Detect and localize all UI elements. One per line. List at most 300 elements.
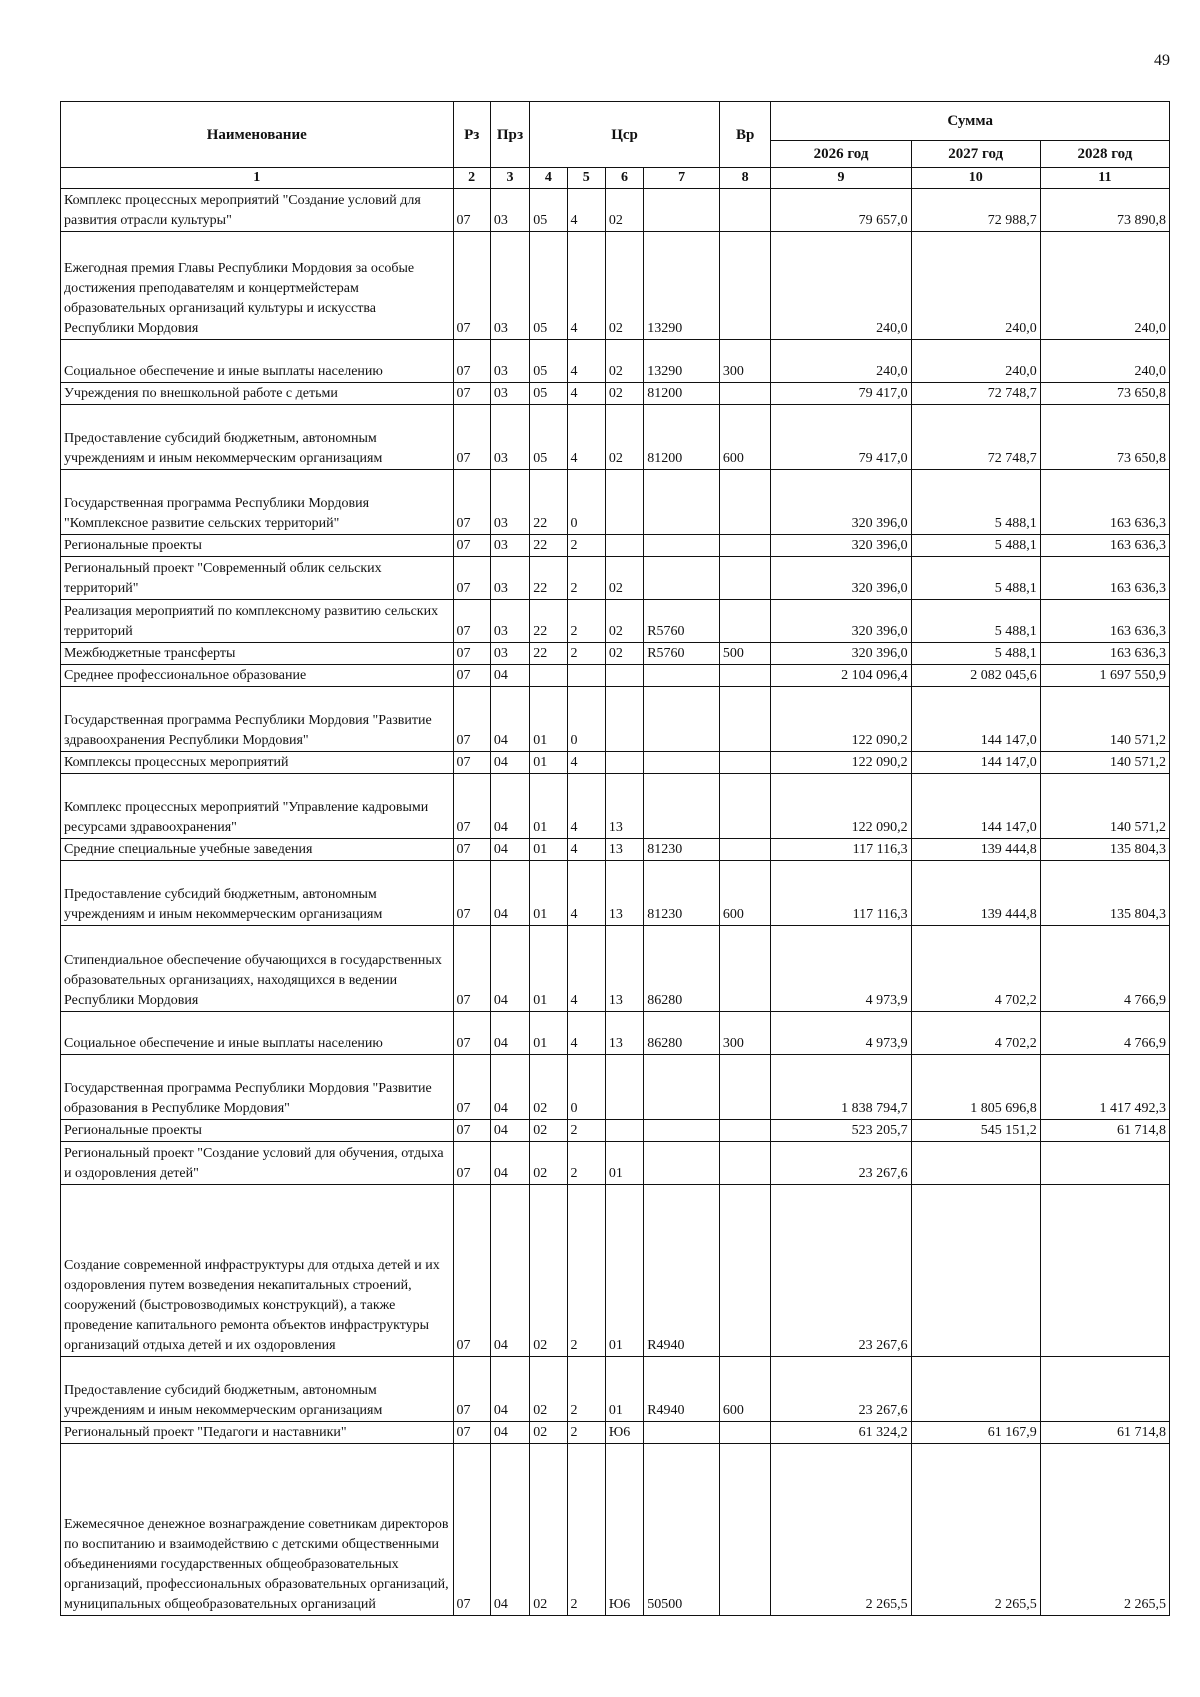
row-sum-2027: 5 488,1 [911,535,1040,557]
row-csr-7 [644,1120,720,1142]
row-sum-2026: 122 090,2 [771,774,911,839]
row-prz: 04 [490,1185,529,1357]
row-sum-2027: 240,0 [911,232,1040,340]
header-year-2028: 2028 год [1040,141,1169,168]
row-sum-2028 [1040,1357,1169,1422]
row-sum-2027: 144 147,0 [911,752,1040,774]
row-name: Региональные проекты [61,1120,454,1142]
row-sum-2026: 320 396,0 [771,600,911,643]
row-vr [719,687,770,752]
row-rz: 07 [453,1444,490,1616]
table-row [61,752,1170,774]
row-csr-5: 4 [567,839,605,861]
row-prz: 03 [490,557,529,600]
row-csr-6: 02 [605,232,643,340]
column-number: 6 [605,168,643,189]
row-sum-2027 [911,1357,1040,1422]
row-sum-2026: 4 973,9 [771,1012,911,1055]
row-csr-7: 81230 [644,861,720,926]
row-sum-2026: 240,0 [771,232,911,340]
row-name: Государственная программа Республики Мордовия "Развитие здравоохранения Республики Мордовия" [61,687,454,752]
row-name: Региональные проекты [61,535,454,557]
row-sum-2028: 163 636,3 [1040,643,1169,665]
row-csr-6: 01 [605,1185,643,1357]
row-sum-2028: 73 650,8 [1040,383,1169,405]
row-sum-2026: 79 417,0 [771,405,911,470]
row-sum-2028: 73 650,8 [1040,405,1169,470]
row-rz: 07 [453,839,490,861]
row-rz: 07 [453,405,490,470]
row-sum-2028: 140 571,2 [1040,687,1169,752]
row-csr-4: 05 [530,405,567,470]
row-csr-5 [567,665,605,687]
row-rz: 07 [453,1142,490,1185]
row-csr-4: 05 [530,340,567,383]
table-row [61,1357,1170,1422]
row-rz: 07 [453,926,490,1012]
header-name: Наименование [61,102,454,168]
row-csr-4: 01 [530,752,567,774]
row-sum-2026: 320 396,0 [771,643,911,665]
row-prz: 03 [490,340,529,383]
row-csr-5: 2 [567,1444,605,1616]
row-sum-2027: 5 488,1 [911,643,1040,665]
row-rz: 07 [453,687,490,752]
row-sum-2028: 1 417 492,3 [1040,1055,1169,1120]
table-row [61,643,1170,665]
table-row [61,665,1170,687]
row-sum-2028: 240,0 [1040,340,1169,383]
row-vr [719,232,770,340]
row-csr-6: 02 [605,600,643,643]
row-prz: 04 [490,1055,529,1120]
row-name: Региональный проект "Создание условий для обучения, отдыха и оздоровления детей" [61,1142,454,1185]
row-vr [719,1185,770,1357]
row-csr-6: 02 [605,340,643,383]
row-rz: 07 [453,383,490,405]
row-csr-4: 22 [530,600,567,643]
row-csr-7: R4940 [644,1357,720,1422]
row-csr-7: 13290 [644,340,720,383]
row-sum-2028: 61 714,8 [1040,1422,1169,1444]
row-sum-2026: 117 116,3 [771,839,911,861]
row-name: Средние специальные учебные заведения [61,839,454,861]
row-csr-5: 4 [567,383,605,405]
row-sum-2028: 140 571,2 [1040,752,1169,774]
row-sum-2028: 4 766,9 [1040,926,1169,1012]
row-sum-2026: 61 324,2 [771,1422,911,1444]
row-name: Ежегодная премия Главы Республики Мордовия за особые достижения преподавателям и концертмейстерам образовательных организаций культуры и искусства Республики Мордовия [61,232,454,340]
row-name: Предоставление субсидий бюджетным, автономным учреждениям и иным некоммерческим организациям [61,405,454,470]
row-csr-6: 01 [605,1142,643,1185]
row-name: Комплекс процессных мероприятий "Управление кадровыми ресурсами здравоохранения" [61,774,454,839]
row-sum-2027: 72 748,7 [911,405,1040,470]
row-name: Комплексы процессных мероприятий [61,752,454,774]
row-sum-2027: 2 265,5 [911,1444,1040,1616]
row-csr-6: 02 [605,383,643,405]
row-csr-6: Ю6 [605,1444,643,1616]
row-csr-6 [605,1055,643,1120]
row-sum-2028: 135 804,3 [1040,861,1169,926]
row-csr-5: 4 [567,861,605,926]
row-rz: 07 [453,643,490,665]
table-row [61,405,1170,470]
row-sum-2028: 135 804,3 [1040,839,1169,861]
row-csr-5: 2 [567,1422,605,1444]
row-name: Предоставление субсидий бюджетным, автономным учреждениям и иным некоммерческим организациям [61,861,454,926]
column-number: 4 [530,168,567,189]
row-prz: 03 [490,232,529,340]
row-sum-2028: 140 571,2 [1040,774,1169,839]
row-sum-2026: 2 265,5 [771,1444,911,1616]
row-name: Среднее профессиональное образование [61,665,454,687]
row-csr-4: 02 [530,1055,567,1120]
row-rz: 07 [453,1055,490,1120]
row-name: Социальное обеспечение и иные выплаты населению [61,340,454,383]
row-csr-4 [530,665,567,687]
row-sum-2027: 2 082 045,6 [911,665,1040,687]
row-sum-2027: 61 167,9 [911,1422,1040,1444]
row-sum-2026: 23 267,6 [771,1357,911,1422]
row-csr-5: 0 [567,1055,605,1120]
row-sum-2028: 163 636,3 [1040,600,1169,643]
row-sum-2026: 117 116,3 [771,861,911,926]
row-csr-6: 13 [605,861,643,926]
row-csr-4: 01 [530,774,567,839]
header-year-2026: 2026 год [771,141,911,168]
table-row [61,470,1170,535]
row-sum-2026: 23 267,6 [771,1142,911,1185]
row-csr-4: 01 [530,861,567,926]
row-csr-5: 2 [567,557,605,600]
row-csr-6 [605,687,643,752]
column-number: 2 [453,168,490,189]
table-row [61,1120,1170,1142]
row-sum-2026: 79 657,0 [771,189,911,232]
row-sum-2028: 240,0 [1040,232,1169,340]
row-name: Региональный проект "Педагоги и наставники" [61,1422,454,1444]
row-sum-2027: 5 488,1 [911,557,1040,600]
row-sum-2028: 163 636,3 [1040,470,1169,535]
column-number: 11 [1040,168,1169,189]
row-csr-4: 02 [530,1120,567,1142]
row-sum-2027: 72 988,7 [911,189,1040,232]
table-row [61,1185,1170,1357]
row-prz: 04 [490,1142,529,1185]
row-rz: 07 [453,535,490,557]
row-csr-5: 4 [567,926,605,1012]
row-csr-7 [644,774,720,839]
row-vr [719,600,770,643]
row-csr-7: 50500 [644,1444,720,1616]
row-prz: 03 [490,383,529,405]
row-csr-5: 4 [567,1012,605,1055]
row-csr-6: 13 [605,839,643,861]
column-number: 8 [719,168,770,189]
row-vr [719,774,770,839]
row-sum-2026: 320 396,0 [771,557,911,600]
row-vr [719,1444,770,1616]
table-row [61,600,1170,643]
row-csr-7: R5760 [644,643,720,665]
column-number: 1 [61,168,454,189]
row-sum-2028: 61 714,8 [1040,1120,1169,1142]
row-name: Социальное обеспечение и иные выплаты населению [61,1012,454,1055]
row-prz: 03 [490,470,529,535]
row-sum-2028 [1040,1142,1169,1185]
table-row [61,839,1170,861]
row-csr-6: 02 [605,557,643,600]
row-csr-4: 22 [530,557,567,600]
row-csr-5: 2 [567,1120,605,1142]
header-prz: Прз [490,102,529,168]
row-csr-6: 13 [605,926,643,1012]
row-csr-5: 2 [567,1185,605,1357]
row-csr-6: 02 [605,643,643,665]
row-csr-4: 02 [530,1185,567,1357]
column-number: 7 [644,168,720,189]
row-prz: 04 [490,665,529,687]
row-csr-4: 05 [530,189,567,232]
row-csr-7 [644,535,720,557]
row-csr-4: 22 [530,643,567,665]
row-csr-7: 13290 [644,232,720,340]
table-row [61,861,1170,926]
row-csr-5: 2 [567,600,605,643]
row-csr-4: 02 [530,1357,567,1422]
row-csr-5: 0 [567,470,605,535]
row-prz: 03 [490,189,529,232]
row-vr: 600 [719,405,770,470]
row-csr-6 [605,665,643,687]
row-sum-2027: 545 151,2 [911,1120,1040,1142]
row-vr [719,1422,770,1444]
header-year-2027: 2027 год [911,141,1040,168]
row-sum-2027: 72 748,7 [911,383,1040,405]
page-number: 49 [1154,52,1170,69]
row-rz: 07 [453,1012,490,1055]
row-rz: 07 [453,861,490,926]
row-csr-5: 4 [567,774,605,839]
table-row [61,383,1170,405]
row-sum-2028 [1040,1185,1169,1357]
row-vr [719,1120,770,1142]
row-name: Предоставление субсидий бюджетным, автономным учреждениям и иным некоммерческим организациям [61,1357,454,1422]
row-vr [719,926,770,1012]
column-number: 9 [771,168,911,189]
row-csr-4: 22 [530,535,567,557]
row-csr-6 [605,752,643,774]
row-vr [719,665,770,687]
row-sum-2028: 1 697 550,9 [1040,665,1169,687]
row-name: Реализация мероприятий по комплексному развитию сельских территорий [61,600,454,643]
row-rz: 07 [453,1357,490,1422]
table-row [61,232,1170,340]
table-row [61,557,1170,600]
row-prz: 04 [490,1120,529,1142]
row-rz: 07 [453,752,490,774]
row-csr-6 [605,535,643,557]
row-sum-2027: 240,0 [911,340,1040,383]
row-sum-2027: 4 702,2 [911,1012,1040,1055]
row-csr-4: 22 [530,470,567,535]
row-csr-4: 01 [530,1012,567,1055]
row-rz: 07 [453,665,490,687]
row-sum-2026: 240,0 [771,340,911,383]
table-row [61,687,1170,752]
row-csr-7: 81200 [644,405,720,470]
table-row [61,1422,1170,1444]
column-number: 10 [911,168,1040,189]
row-sum-2026: 320 396,0 [771,535,911,557]
row-sum-2028: 73 890,8 [1040,189,1169,232]
header-sum: Сумма [771,102,1170,141]
row-csr-7 [644,752,720,774]
row-name: Учреждения по внешкольной работе с детьми [61,383,454,405]
row-csr-4: 02 [530,1444,567,1616]
row-sum-2026: 122 090,2 [771,752,911,774]
row-csr-4: 05 [530,232,567,340]
row-sum-2028: 2 265,5 [1040,1444,1169,1616]
row-sum-2027: 139 444,8 [911,861,1040,926]
row-name: Создание современной инфраструктуры для отдыха детей и их оздоровления путем возведения некапитальных строений, сооружений (быстровозводимых конструкций), а также проведение капитального ремонта объектов инфраструктуры организаций отдыха детей и их оздоровления [61,1185,454,1357]
row-rz: 07 [453,232,490,340]
table-row [61,1055,1170,1120]
row-prz: 04 [490,926,529,1012]
row-sum-2028: 163 636,3 [1040,535,1169,557]
row-csr-4: 01 [530,687,567,752]
table-row [61,1444,1170,1616]
row-csr-4: 05 [530,383,567,405]
row-csr-6 [605,470,643,535]
row-name: Межбюджетные трансферты [61,643,454,665]
row-sum-2027: 1 805 696,8 [911,1055,1040,1120]
row-csr-7: 86280 [644,926,720,1012]
row-prz: 04 [490,1357,529,1422]
row-rz: 07 [453,340,490,383]
column-number: 3 [490,168,529,189]
row-csr-7 [644,1142,720,1185]
row-csr-4: 01 [530,839,567,861]
row-csr-5: 4 [567,189,605,232]
row-prz: 04 [490,774,529,839]
row-prz: 04 [490,839,529,861]
row-csr-4: 02 [530,1422,567,1444]
row-csr-4: 01 [530,926,567,1012]
row-name: Региональный проект "Современный облик сельских территорий" [61,557,454,600]
row-csr-5: 4 [567,340,605,383]
row-prz: 04 [490,752,529,774]
row-sum-2026: 122 090,2 [771,687,911,752]
row-csr-7 [644,470,720,535]
row-sum-2026: 1 838 794,7 [771,1055,911,1120]
row-sum-2027: 139 444,8 [911,839,1040,861]
row-csr-7 [644,189,720,232]
table-row [61,340,1170,383]
row-sum-2027: 144 147,0 [911,687,1040,752]
row-prz: 03 [490,535,529,557]
row-vr [719,1055,770,1120]
row-sum-2027: 5 488,1 [911,600,1040,643]
row-csr-6: 13 [605,1012,643,1055]
row-csr-5: 4 [567,752,605,774]
table-row [61,189,1170,232]
budget-table [60,101,1170,1616]
row-csr-7 [644,1055,720,1120]
row-csr-6: 01 [605,1357,643,1422]
row-vr [719,535,770,557]
row-rz: 07 [453,1120,490,1142]
row-vr: 600 [719,1357,770,1422]
row-csr-6: 02 [605,405,643,470]
row-csr-5: 2 [567,1142,605,1185]
row-prz: 04 [490,687,529,752]
row-vr: 600 [719,861,770,926]
header-vr: Вр [719,102,770,168]
row-csr-7 [644,1422,720,1444]
row-csr-5: 2 [567,1357,605,1422]
table-row [61,774,1170,839]
row-rz: 07 [453,1422,490,1444]
row-vr [719,189,770,232]
row-csr-7: R5760 [644,600,720,643]
row-vr [719,752,770,774]
row-csr-6 [605,1120,643,1142]
row-sum-2028: 4 766,9 [1040,1012,1169,1055]
row-vr [719,470,770,535]
row-sum-2026: 79 417,0 [771,383,911,405]
row-prz: 04 [490,1422,529,1444]
row-prz: 03 [490,600,529,643]
row-rz: 07 [453,470,490,535]
row-csr-6: 13 [605,774,643,839]
row-csr-7: R4940 [644,1185,720,1357]
row-vr [719,839,770,861]
row-vr [719,1142,770,1185]
row-rz: 07 [453,774,490,839]
row-csr-7 [644,687,720,752]
row-csr-7 [644,557,720,600]
row-rz: 07 [453,557,490,600]
row-csr-7 [644,665,720,687]
table-row [61,1142,1170,1185]
row-name: Ежемесячное денежное вознаграждение советникам директоров по воспитанию и взаимодействию с детскими общественными объединениями государственных общеобразовательных организаций, профессиональных образовательных организаций, муниципальных общеобразовательных организаций [61,1444,454,1616]
row-prz: 04 [490,1012,529,1055]
row-prz: 03 [490,405,529,470]
row-sum-2027: 144 147,0 [911,774,1040,839]
row-sum-2027: 4 702,2 [911,926,1040,1012]
row-vr: 300 [719,1012,770,1055]
row-csr-7: 81200 [644,383,720,405]
row-name: Государственная программа Республики Мордовия "Развитие образования в Республике Мордовия" [61,1055,454,1120]
table-row [61,535,1170,557]
row-rz: 07 [453,189,490,232]
row-sum-2026: 4 973,9 [771,926,911,1012]
row-sum-2026: 23 267,6 [771,1185,911,1357]
row-prz: 04 [490,861,529,926]
row-prz: 03 [490,643,529,665]
row-rz: 07 [453,1185,490,1357]
row-vr: 500 [719,643,770,665]
row-vr [719,557,770,600]
row-sum-2027 [911,1142,1040,1185]
row-sum-2026: 320 396,0 [771,470,911,535]
row-csr-6: Ю6 [605,1422,643,1444]
row-name: Комплекс процессных мероприятий "Создание условий для развития отрасли культуры" [61,189,454,232]
row-csr-5: 2 [567,643,605,665]
row-name: Стипендиальное обеспечение обучающихся в государственных образовательных организациях, находящихся в ведении Республики Мордовия [61,926,454,1012]
row-csr-5: 4 [567,405,605,470]
